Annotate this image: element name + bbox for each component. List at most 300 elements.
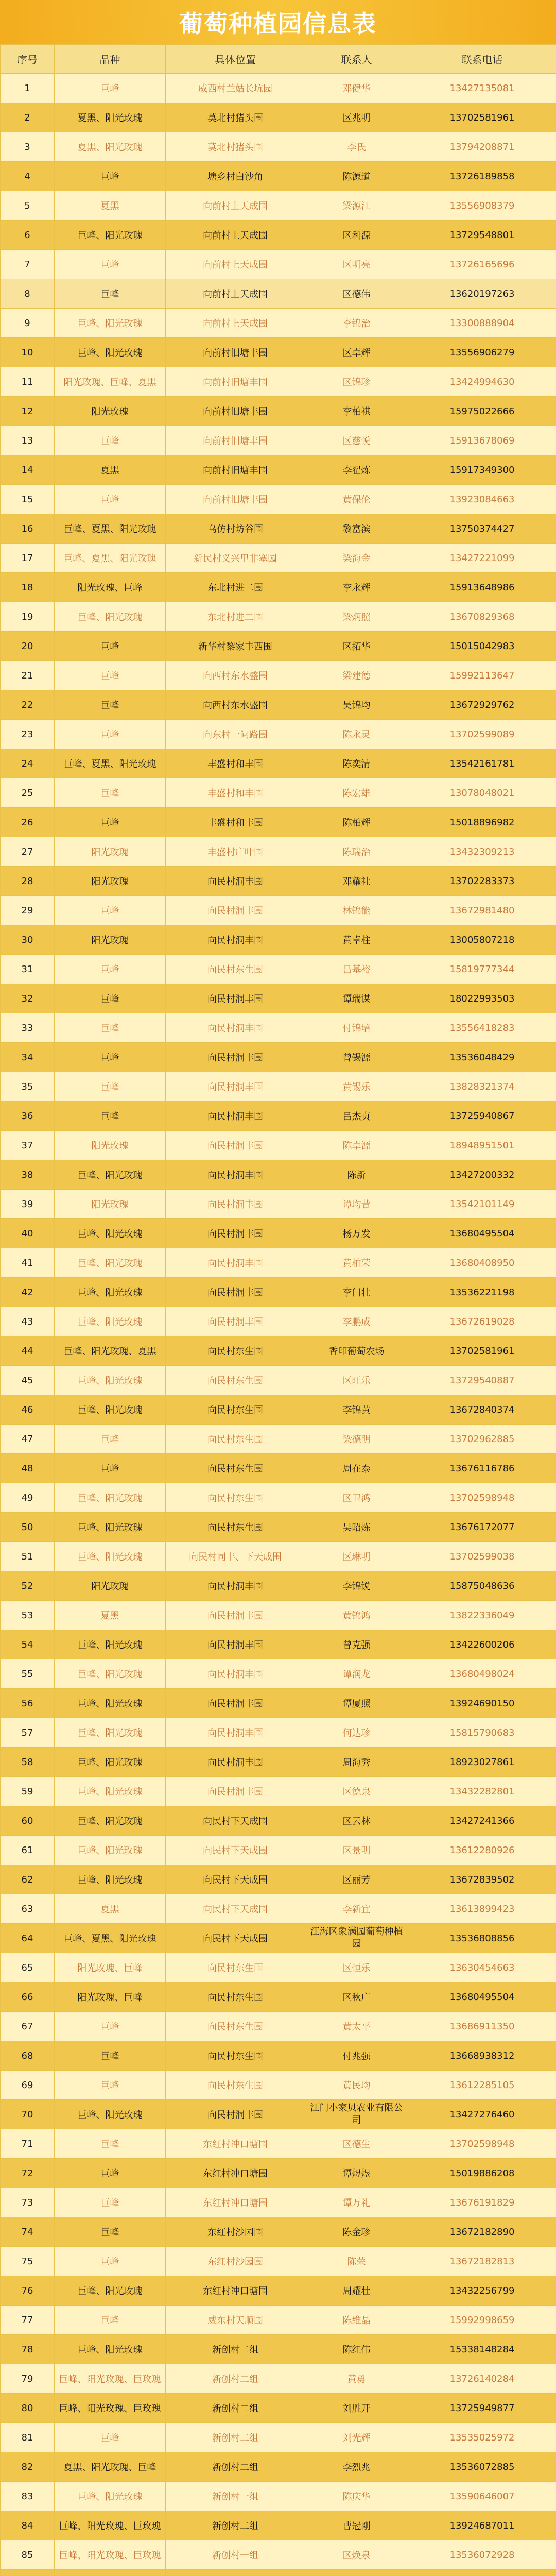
cell-contact: 李永辉 — [305, 573, 408, 602]
cell-variety: 阳光玫瑰、巨峰 — [55, 573, 166, 602]
cell-phone: 15338148284 — [408, 2335, 556, 2364]
cell-seq: 60 — [1, 1806, 55, 1836]
cell-contact: 杨万发 — [305, 1219, 408, 1248]
cell-contact: 付锦培 — [305, 1013, 408, 1043]
table-row — [1, 279, 556, 309]
cell-phone: 13535025972 — [408, 2423, 556, 2452]
cell-variety: 巨峰 — [55, 1454, 166, 1483]
cell-phone: 13672929762 — [408, 690, 556, 720]
cell-variety: 巨峰 — [55, 720, 166, 749]
cell-variety: 巨峰 — [55, 426, 166, 455]
cell-contact: 李翟炼 — [305, 455, 408, 485]
cell-phone: 13422600206 — [408, 1630, 556, 1659]
cell-location: 向民村东生围 — [166, 1513, 305, 1542]
cell-contact: 黄太平 — [305, 2012, 408, 2041]
cell-location: 东红村沙园围 — [166, 2217, 305, 2247]
cell-location: 新创村一组 — [166, 2540, 305, 2570]
cell-phone: 13702962885 — [408, 1425, 556, 1454]
cell-phone: 13672619028 — [408, 1307, 556, 1336]
table-row — [1, 250, 556, 279]
cell-seq: 20 — [1, 632, 55, 661]
cell-seq: 3 — [1, 132, 55, 162]
cell-contact: 区琳明 — [305, 1542, 408, 1571]
cell-variety: 夏黑 — [55, 1601, 166, 1630]
cell-contact: 黄锡乐 — [305, 1072, 408, 1101]
cell-contact: 林锦能 — [305, 896, 408, 925]
cell-location: 向民村洞丰围 — [166, 1630, 305, 1659]
cell-phone: 13427135081 — [408, 74, 556, 103]
table-row — [1, 1278, 556, 1307]
cell-phone: 13672182890 — [408, 2217, 556, 2247]
table-row — [1, 2012, 556, 2041]
cell-contact: 李鹏成 — [305, 1307, 408, 1336]
cell-location: 东北村进二围 — [166, 573, 305, 602]
cell-contact: 黄柏荣 — [305, 1248, 408, 1278]
cell-contact: 陈维晶 — [305, 2306, 408, 2335]
cell-phone: 15018896982 — [408, 808, 556, 837]
cell-location: 向民村洞丰围 — [166, 1219, 305, 1248]
cell-phone: 15913678069 — [408, 426, 556, 455]
cell-seq: 38 — [1, 1160, 55, 1190]
table-row — [1, 1836, 556, 1865]
cell-phone: 13729540887 — [408, 1366, 556, 1395]
cell-variety: 阳光玫瑰 — [55, 1571, 166, 1601]
cell-location: 塘乡村白沙角 — [166, 162, 305, 191]
cell-seq: 53 — [1, 1601, 55, 1630]
cell-contact: 黄保伦 — [305, 485, 408, 514]
cell-variety: 巨峰 — [55, 778, 166, 808]
cell-variety: 夏黑、阳光玫瑰 — [55, 103, 166, 132]
table-row — [1, 2423, 556, 2452]
cell-variety: 巨峰、阳光玫瑰 — [55, 1307, 166, 1336]
header-variety: 品种 — [55, 45, 166, 74]
cell-contact: 区景明 — [305, 1836, 408, 1865]
cell-variety: 巨峰 — [55, 1013, 166, 1043]
cell-contact: 陈新 — [305, 1160, 408, 1190]
cell-seq: 28 — [1, 867, 55, 896]
cell-location: 向民村同丰、下天成围 — [166, 1542, 305, 1571]
cell-phone: 13670829368 — [408, 602, 556, 632]
cell-seq: 71 — [1, 2129, 55, 2159]
cell-variety: 巨峰、阳光玫瑰 — [55, 1366, 166, 1395]
cell-phone: 13620197263 — [408, 279, 556, 309]
cell-variety: 巨峰、阳光玫瑰 — [55, 1219, 166, 1248]
cell-seq: 55 — [1, 1659, 55, 1689]
cell-phone: 13702581961 — [408, 103, 556, 132]
table-row — [1, 720, 556, 749]
cell-variety: 巨峰 — [55, 1101, 166, 1131]
cell-contact: 江门小家贝农业有限公司 — [305, 2100, 408, 2129]
cell-phone: 13676116786 — [408, 1454, 556, 1483]
cell-phone: 13702598948 — [408, 1483, 556, 1513]
cell-variety: 巨峰、阳光玫瑰、巨玫瑰 — [55, 2394, 166, 2423]
cell-contact: 区旺乐 — [305, 1366, 408, 1395]
cell-seq: 34 — [1, 1043, 55, 1072]
cell-contact: 刘胜开 — [305, 2394, 408, 2423]
cell-contact: 李烈兆 — [305, 2452, 408, 2482]
cell-seq: 22 — [1, 690, 55, 720]
table-row — [1, 1043, 556, 1072]
cell-phone: 13750374427 — [408, 514, 556, 544]
table-row — [1, 1571, 556, 1601]
cell-contact: 邓耀社 — [305, 867, 408, 896]
cell-phone: 13542161781 — [408, 749, 556, 778]
cell-location: 向西村东水盛围 — [166, 661, 305, 690]
cell-contact: 陈卓源 — [305, 1131, 408, 1160]
table-row — [1, 1865, 556, 1894]
table-row — [1, 1425, 556, 1454]
table-row — [1, 925, 556, 955]
cell-contact: 谭瑞谋 — [305, 984, 408, 1013]
cell-contact: 陈永灵 — [305, 720, 408, 749]
table-row — [1, 544, 556, 573]
table-row — [1, 1806, 556, 1836]
table-row — [1, 1160, 556, 1190]
cell-contact: 周海秀 — [305, 1748, 408, 1777]
cell-location: 向西村东水盛围 — [166, 690, 305, 720]
cell-phone: 13794208871 — [408, 132, 556, 162]
cell-contact: 周耀壮 — [305, 2276, 408, 2306]
table-row — [1, 2394, 556, 2423]
cell-contact: 陈红伟 — [305, 2335, 408, 2364]
vineyard-info-table — [0, 44, 556, 2576]
cell-location: 向民村洞丰围 — [166, 1748, 305, 1777]
cell-seq: 21 — [1, 661, 55, 690]
cell-seq: 54 — [1, 1630, 55, 1659]
cell-variety: 巨峰、阳光玫瑰 — [55, 1630, 166, 1659]
cell-variety: 巨峰 — [55, 690, 166, 720]
cell-variety: 巨峰 — [55, 2159, 166, 2188]
table-row — [1, 514, 556, 544]
cell-contact: 黄锦鸿 — [305, 1601, 408, 1630]
cell-contact: 区兆明 — [305, 103, 408, 132]
cell-phone: 13672981480 — [408, 896, 556, 925]
cell-variety: 阳光玫瑰 — [55, 867, 166, 896]
cell-location: 向民村洞丰围 — [166, 1689, 305, 1718]
cell-variety: 巨峰 — [55, 808, 166, 837]
table-row — [1, 955, 556, 984]
table-row — [1, 1513, 556, 1542]
cell-variety: 巨峰 — [55, 984, 166, 1013]
cell-contact: 香印葡萄农场 — [305, 1336, 408, 1366]
cell-contact: 谭万礼 — [305, 2188, 408, 2217]
cell-contact: 梁德明 — [305, 1425, 408, 1454]
cell-seq: 25 — [1, 778, 55, 808]
cell-phone: 13726189858 — [408, 162, 556, 191]
cell-phone: 15019886208 — [408, 2159, 556, 2188]
cell-location: 新民村义兴里非塞园 — [166, 544, 305, 573]
cell-location: 新创村二组 — [166, 2452, 305, 2482]
cell-variety: 巨峰 — [55, 2012, 166, 2041]
cell-phone: 15015042983 — [408, 632, 556, 661]
cell-variety: 巨峰、阳光玫瑰 — [55, 602, 166, 632]
cell-seq: 43 — [1, 1307, 55, 1336]
table-row — [1, 2276, 556, 2306]
cell-phone: 13686911350 — [408, 2012, 556, 2041]
cell-seq: 32 — [1, 984, 55, 1013]
cell-variety: 巨峰、夏黑、阳光玫瑰 — [55, 749, 166, 778]
cell-variety: 巨峰 — [55, 2423, 166, 2452]
cell-location: 向东村一问路围 — [166, 720, 305, 749]
cell-location: 向民村洞丰围 — [166, 867, 305, 896]
cell-seq: 68 — [1, 2041, 55, 2071]
cell-variety: 夏黑、阳光玫瑰、巨峰 — [55, 2452, 166, 2482]
cell-variety: 巨峰、阳光玫瑰 — [55, 2335, 166, 2364]
table-row — [1, 661, 556, 690]
table-row — [1, 1190, 556, 1219]
cell-variety: 夏黑 — [55, 455, 166, 485]
cell-contact: 李锦黄 — [305, 1395, 408, 1425]
cell-location: 向民村东生围 — [166, 1953, 305, 1982]
cell-contact: 区卫鸿 — [305, 1483, 408, 1513]
cell-contact: 陈庆华 — [305, 2482, 408, 2511]
cell-location: 新创村二组 — [166, 2511, 305, 2540]
cell-seq: 27 — [1, 837, 55, 867]
cell-contact: 区德伟 — [305, 279, 408, 309]
cell-seq: 82 — [1, 2452, 55, 2482]
cell-location: 向民村洞丰围 — [166, 925, 305, 955]
cell-seq: 33 — [1, 1013, 55, 1043]
cell-variety: 巨峰 — [55, 2188, 166, 2217]
cell-location: 新创村二组 — [166, 2394, 305, 2423]
cell-variety: 巨峰、夏黑、阳光玫瑰 — [55, 544, 166, 573]
cell-location: 新创村二组 — [166, 2335, 305, 2364]
table-row — [1, 1219, 556, 1248]
cell-location: 向民村洞丰围 — [166, 1160, 305, 1190]
cell-variety: 夏黑 — [55, 1894, 166, 1924]
cell-phone: 13725940867 — [408, 1101, 556, 1131]
table-row — [1, 338, 556, 367]
cell-phone: 13590646007 — [408, 2482, 556, 2511]
table-row — [1, 74, 556, 103]
table-row — [1, 367, 556, 397]
cell-location: 向民村下天成围 — [166, 1894, 305, 1924]
cell-variety: 巨峰、阳光玫瑰 — [55, 1395, 166, 1425]
table-row — [1, 2335, 556, 2364]
cell-phone: 15992998659 — [408, 2306, 556, 2335]
cell-variety: 巨峰、阳光玫瑰 — [55, 221, 166, 250]
table-title: 葡萄种植园信息表 — [0, 0, 556, 44]
cell-seq: 40 — [1, 1219, 55, 1248]
cell-location: 向民村东生围 — [166, 1425, 305, 1454]
cell-seq: 23 — [1, 720, 55, 749]
cell-location: 新创村二组 — [166, 2423, 305, 2452]
table-row — [1, 837, 556, 867]
cell-variety: 巨峰、阳光玫瑰 — [55, 1748, 166, 1777]
cell-phone: 13630454663 — [408, 1953, 556, 1982]
cell-seq: 26 — [1, 808, 55, 837]
cell-seq: 69 — [1, 2071, 55, 2100]
cell-seq: 49 — [1, 1483, 55, 1513]
cell-location: 向民村东生围 — [166, 1395, 305, 1425]
cell-variety: 巨峰 — [55, 162, 166, 191]
cell-contact: 梁海金 — [305, 544, 408, 573]
cell-seq: 4 — [1, 162, 55, 191]
cell-contact: 区丽芳 — [305, 1865, 408, 1894]
cell-variety: 阳光玫瑰、巨峰 — [55, 1953, 166, 1982]
cell-contact: 曾锡源 — [305, 1043, 408, 1072]
cell-contact: 黄勇 — [305, 2364, 408, 2394]
cell-variety: 阳光玫瑰 — [55, 397, 166, 426]
cell-variety: 巨峰、阳光玫瑰 — [55, 1513, 166, 1542]
cell-contact: 黎富滨 — [305, 514, 408, 544]
cell-phone: 13676191829 — [408, 2188, 556, 2217]
cell-location: 向民村洞丰围 — [166, 1131, 305, 1160]
cell-location: 向前村上天成围 — [166, 250, 305, 279]
cell-seq: 84 — [1, 2511, 55, 2540]
table-row — [1, 1542, 556, 1571]
cell-seq: 5 — [1, 191, 55, 221]
header-location: 具体位置 — [166, 45, 305, 74]
cell-variety — [55, 2570, 166, 2576]
cell-seq: 36 — [1, 1101, 55, 1131]
cell-location: 向民村东生围 — [166, 1454, 305, 1483]
cell-variety: 巨峰、阳光玫瑰 — [55, 2276, 166, 2306]
table-row — [1, 1395, 556, 1425]
table-row — [1, 1659, 556, 1689]
cell-seq: 29 — [1, 896, 55, 925]
cell-variety: 巨峰、阳光玫瑰 — [55, 1483, 166, 1513]
table-row — [1, 778, 556, 808]
cell-variety: 巨峰 — [55, 2129, 166, 2159]
cell-contact: 曾克强 — [305, 1630, 408, 1659]
table-row — [1, 2364, 556, 2394]
table-row — [1, 984, 556, 1013]
table-row — [1, 1894, 556, 1924]
cell-contact: 谭厦照 — [305, 1689, 408, 1718]
cell-contact: 区云林 — [305, 1806, 408, 1836]
cell-contact: 曹冠刚 — [305, 2511, 408, 2540]
cell-phone: 13680408950 — [408, 1248, 556, 1278]
table-row — [1, 2217, 556, 2247]
cell-phone: 13432256799 — [408, 2276, 556, 2306]
cell-location: 向民村洞丰围 — [166, 984, 305, 1013]
cell-phone: 18948951501 — [408, 1131, 556, 1160]
cell-contact: 李锦治 — [305, 309, 408, 338]
table-row — [1, 1483, 556, 1513]
cell-seq: 11 — [1, 367, 55, 397]
cell-phone: 13556906279 — [408, 338, 556, 367]
cell-phone: 13427241366 — [408, 1806, 556, 1836]
cell-location: 向民村洞丰围 — [166, 1777, 305, 1806]
cell-variety: 巨峰 — [55, 2041, 166, 2071]
cell-location: 向前村上天成围 — [166, 279, 305, 309]
cell-phone: 13672840374 — [408, 1395, 556, 1425]
cell-contact: 梁炳照 — [305, 602, 408, 632]
cell-phone: 13432282801 — [408, 1777, 556, 1806]
cell-location: 向民村东生围 — [166, 2071, 305, 2100]
cell-contact: 区秋广 — [305, 1982, 408, 2012]
cell-contact: 吴锦均 — [305, 690, 408, 720]
cell-variety: 巨峰 — [55, 896, 166, 925]
table-row — [1, 1307, 556, 1336]
cell-location: 向前村上天成围 — [166, 191, 305, 221]
cell-phone: 13536072885 — [408, 2452, 556, 2482]
cell-contact: 李柏祺 — [305, 397, 408, 426]
cell-location: 新创村一组 — [166, 2482, 305, 2511]
cell-variety: 巨峰、阳光玫瑰 — [55, 2100, 166, 2129]
cell-location: 乌仿村坊谷围 — [166, 514, 305, 544]
header-phone: 联系电话 — [408, 45, 556, 74]
cell-phone: 13725949877 — [408, 2394, 556, 2423]
table-row — [1, 2452, 556, 2482]
cell-seq: 56 — [1, 1689, 55, 1718]
cell-location — [166, 2570, 305, 2576]
cell-phone: 18022993503 — [408, 984, 556, 1013]
cell-location: 莫北村猪头围 — [166, 132, 305, 162]
cell-variety: 夏黑 — [55, 191, 166, 221]
table-row — [1, 2100, 556, 2129]
cell-variety: 巨峰 — [55, 1043, 166, 1072]
cell-phone: 13672839502 — [408, 1865, 556, 1894]
cell-contact: 吕基裕 — [305, 955, 408, 984]
cell-location: 东红村冲口塘围 — [166, 2188, 305, 2217]
table-row — [1, 2570, 556, 2576]
table-row — [1, 1953, 556, 1982]
table-row — [1, 191, 556, 221]
cell-location: 丰盛村和丰围 — [166, 778, 305, 808]
cell-contact: 何达珍 — [305, 1718, 408, 1748]
cell-seq: 75 — [1, 2247, 55, 2276]
cell-seq: 14 — [1, 455, 55, 485]
table-row — [1, 426, 556, 455]
cell-seq: 7 — [1, 250, 55, 279]
table-row — [1, 1777, 556, 1806]
table-row — [1, 2129, 556, 2159]
table-row — [1, 1072, 556, 1101]
cell-contact: 区利源 — [305, 221, 408, 250]
cell-seq: 52 — [1, 1571, 55, 1601]
cell-phone: 13672182813 — [408, 2247, 556, 2276]
cell-contact: 陈源道 — [305, 162, 408, 191]
cell-contact: 谭煜煜 — [305, 2159, 408, 2188]
cell-location: 向民村洞丰围 — [166, 1072, 305, 1101]
cell-location: 丰盛村和丰围 — [166, 808, 305, 837]
cell-phone: 13676172077 — [408, 1513, 556, 1542]
table-row — [1, 1982, 556, 2012]
cell-location: 东红村冲口塘围 — [166, 2129, 305, 2159]
cell-contact: 周在泰 — [305, 1454, 408, 1483]
header-row — [1, 45, 556, 74]
cell-seq: 63 — [1, 1894, 55, 1924]
cell-phone: 15917349300 — [408, 455, 556, 485]
cell-phone: 13536221198 — [408, 1278, 556, 1307]
cell-phone: 13702599038 — [408, 1542, 556, 1571]
cell-location: 向民村东生围 — [166, 1483, 305, 1513]
cell-seq: 9 — [1, 309, 55, 338]
cell-variety: 巨峰 — [55, 2071, 166, 2100]
cell-location: 向前村上天成围 — [166, 309, 305, 338]
cell-location: 向民村洞丰围 — [166, 1043, 305, 1072]
cell-location: 向前村旧塘丰围 — [166, 338, 305, 367]
cell-variety: 巨峰 — [55, 1072, 166, 1101]
cell-contact: 区德生 — [305, 2129, 408, 2159]
cell-contact: 区卓辉 — [305, 338, 408, 367]
cell-location: 向民村洞丰围 — [166, 1101, 305, 1131]
table-row — [1, 2540, 556, 2570]
cell-contact: 梁源江 — [305, 191, 408, 221]
cell-variety: 阳光玫瑰 — [55, 1190, 166, 1219]
cell-location: 向民村下天成围 — [166, 1865, 305, 1894]
cell-phone: 13726165696 — [408, 250, 556, 279]
cell-variety: 巨峰、阳光玫瑰 — [55, 1160, 166, 1190]
cell-contact: 陈奕清 — [305, 749, 408, 778]
cell-phone: 13668938312 — [408, 2041, 556, 2071]
cell-seq: 83 — [1, 2482, 55, 2511]
cell-location: 向前村旧塘丰围 — [166, 455, 305, 485]
cell-contact: 吕杰贞 — [305, 1101, 408, 1131]
cell-contact: 区德泉 — [305, 1777, 408, 1806]
